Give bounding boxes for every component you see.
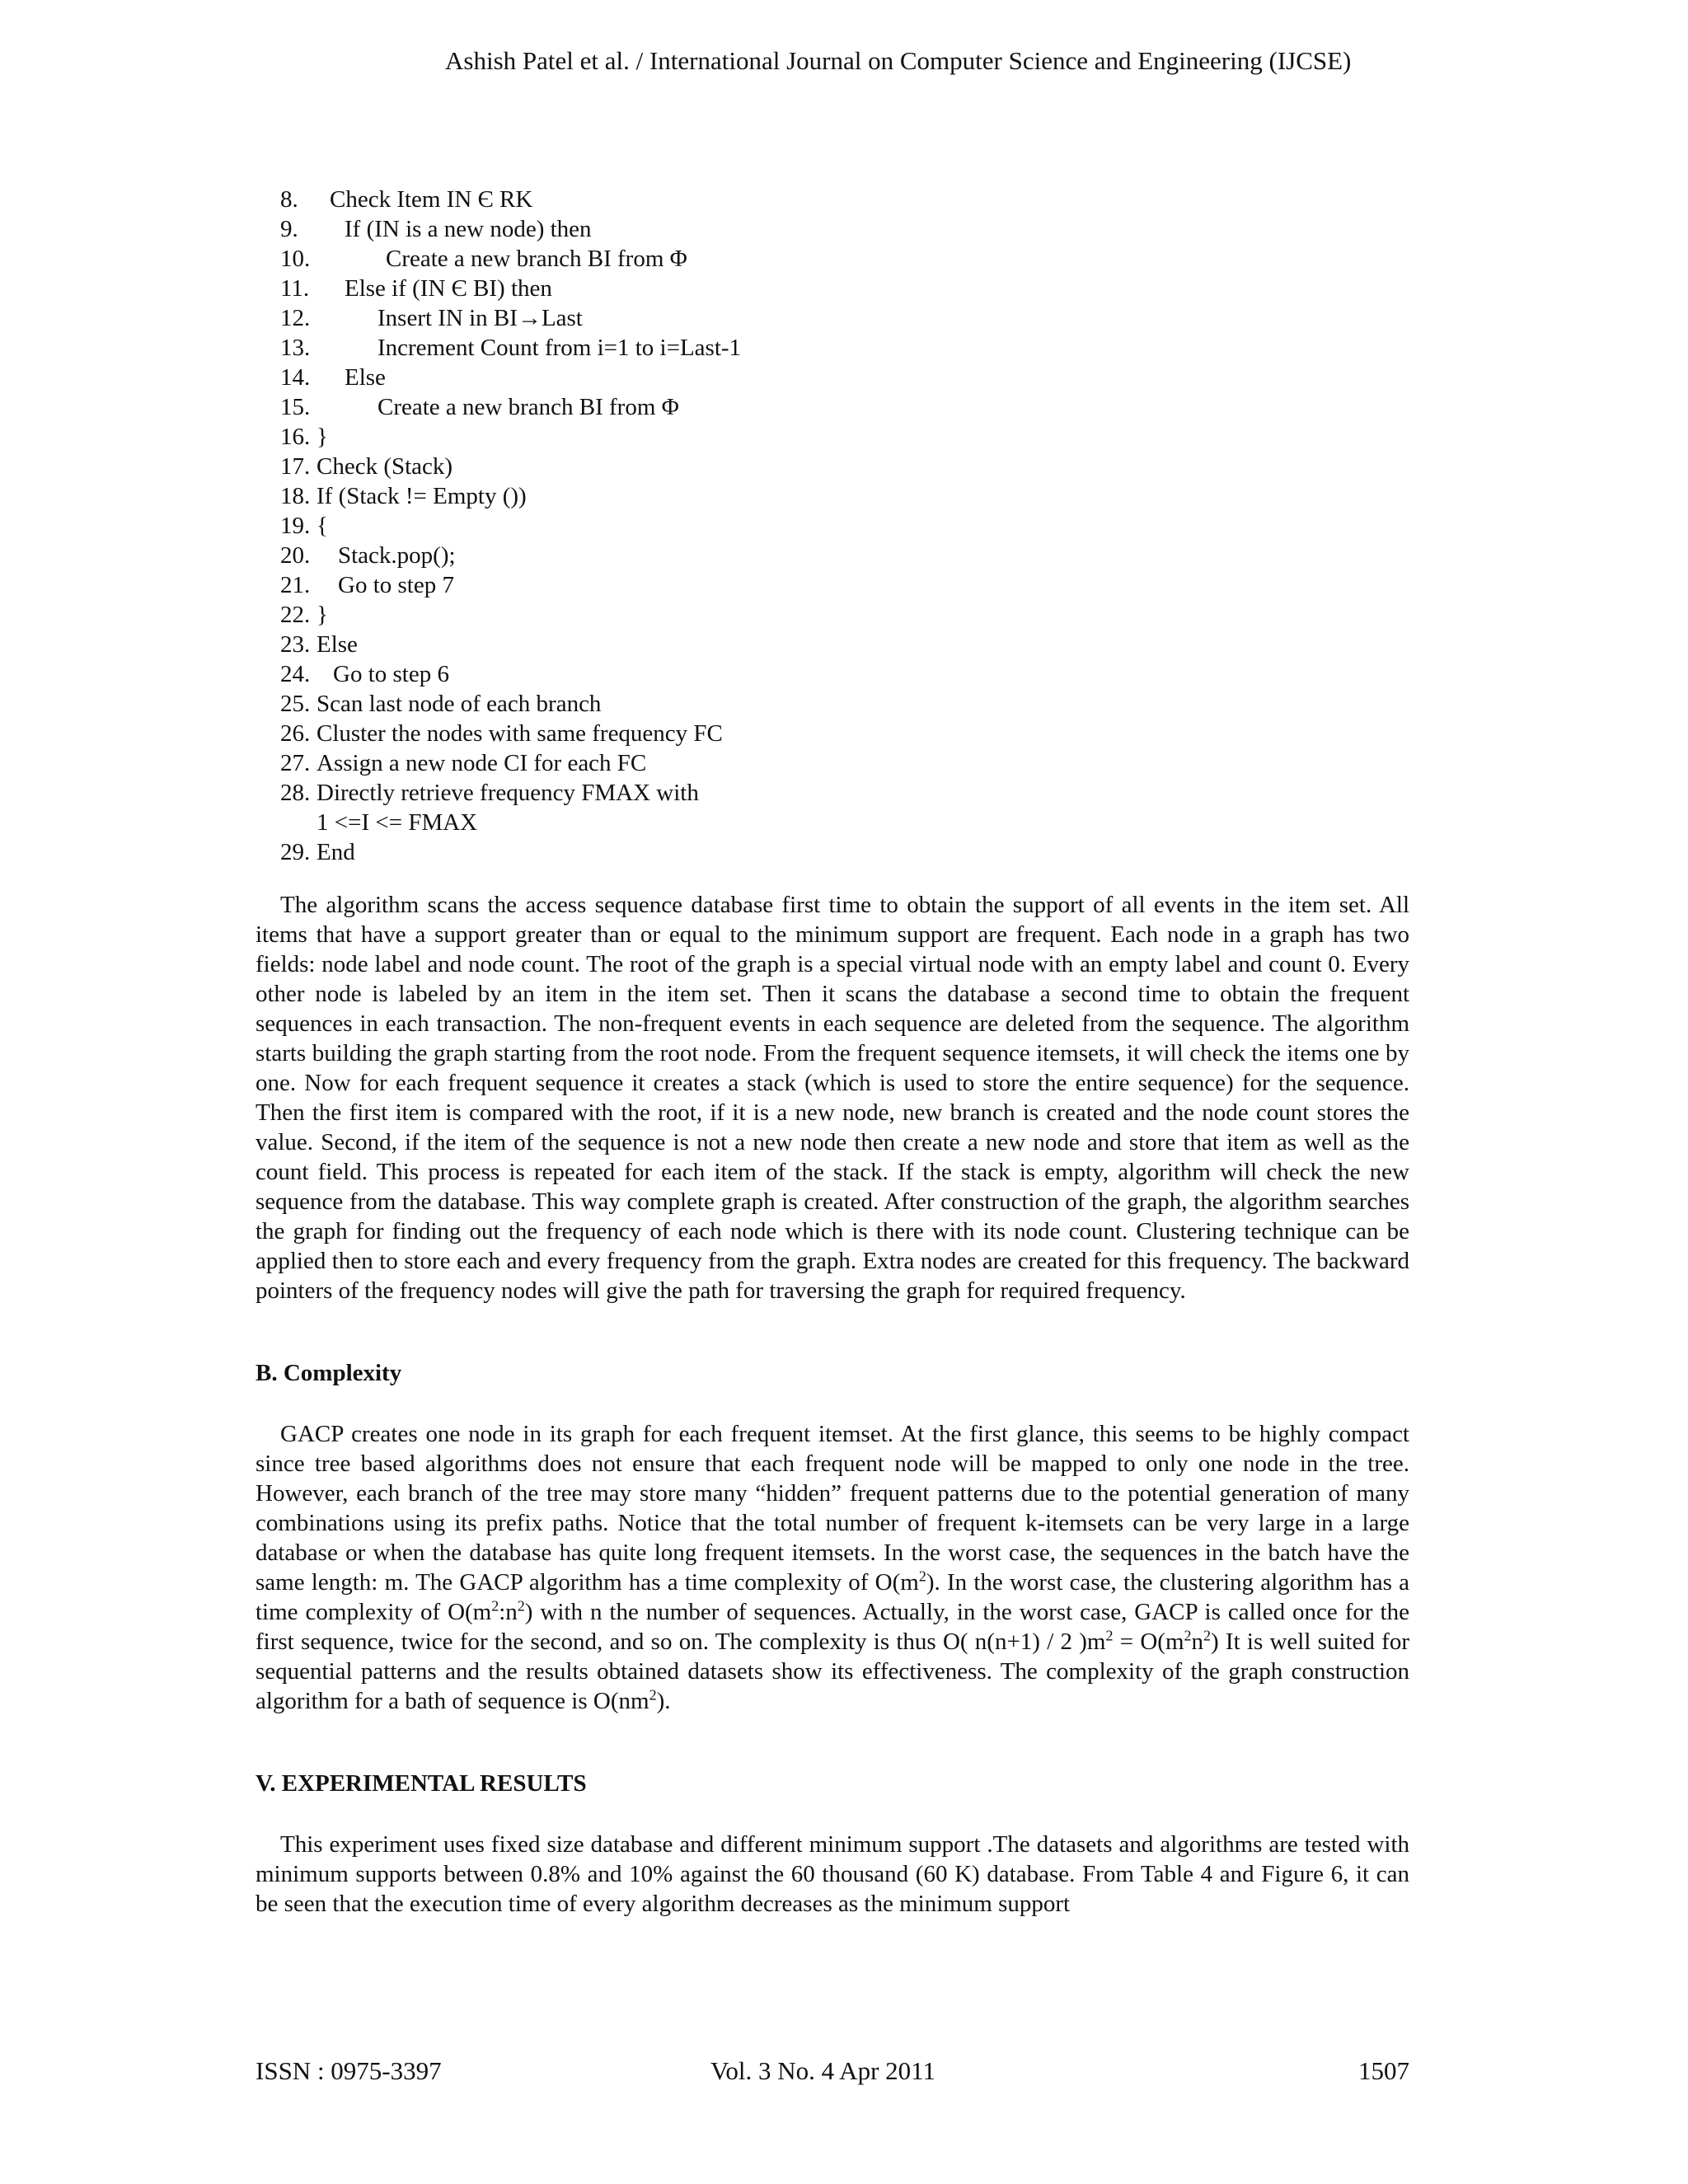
line-content: Increment Count from i=1 to i=Last-1	[377, 335, 742, 361]
line-content: }	[316, 424, 328, 450]
algorithm-line	[280, 452, 1022, 481]
algorithm-line	[280, 422, 1022, 452]
line-text	[386, 244, 687, 274]
line-number: 26.	[280, 720, 311, 747]
algorithm-line	[280, 748, 1022, 778]
line-number: 16.	[280, 424, 311, 450]
line-text	[333, 659, 449, 689]
line-text	[377, 333, 741, 363]
line-number: 10.	[280, 246, 311, 272]
line-number: 24.	[280, 661, 311, 687]
algorithm-line	[280, 392, 1022, 422]
line-content: Directly retrieve frequency FMAX with	[316, 780, 699, 806]
line-text	[316, 600, 328, 630]
line-number: 29.	[280, 839, 311, 865]
line-text	[316, 511, 328, 541]
algorithm-line	[280, 778, 1022, 808]
algorithm-listing	[280, 185, 1022, 867]
line-text	[316, 422, 328, 452]
line-content: Insert IN in BI	[377, 305, 518, 331]
line-content: Else if (IN Є BI) then	[345, 275, 552, 302]
line-text	[316, 452, 452, 481]
line-content: If (Stack != Empty ())	[316, 483, 527, 509]
line-number: 17.	[280, 453, 311, 480]
line-content: Go to step 6	[333, 661, 449, 687]
line-text	[316, 778, 699, 808]
line-number: 8.	[280, 186, 298, 213]
algorithm-line	[280, 185, 1022, 214]
line-number: 12.	[280, 305, 311, 331]
algorithm-line	[280, 570, 1022, 600]
line-number: 21.	[280, 572, 311, 598]
line-number: 19.	[280, 513, 311, 539]
line-text	[345, 363, 386, 392]
line-number: 20.	[280, 542, 311, 569]
line-content: Cluster the nodes with same frequency FC	[316, 720, 723, 747]
line-text	[316, 837, 355, 867]
algorithm-line	[280, 274, 1022, 303]
algorithm-line	[280, 837, 1022, 867]
algorithm-line	[280, 630, 1022, 659]
algorithm-line	[280, 303, 1022, 333]
algorithm-line	[280, 481, 1022, 511]
line-content: Else	[345, 364, 386, 391]
line-content: Scan last node of each branch	[316, 691, 602, 717]
line-content: Create a new branch BI from Φ	[377, 394, 679, 420]
line-text	[316, 481, 527, 511]
line-content: Stack.pop();	[338, 542, 456, 569]
algorithm-line	[280, 541, 1022, 570]
line-text	[316, 808, 477, 837]
section-heading-experimental-results: V. EXPERIMENTAL RESULTS	[256, 1770, 587, 1797]
line-text	[345, 214, 592, 244]
line-number: 18.	[280, 483, 311, 509]
algorithm-description	[256, 890, 1409, 1305]
line-number: 9.	[280, 216, 298, 242]
line-number: 13.	[280, 335, 311, 361]
algorithm-line	[280, 600, 1022, 630]
line-text	[345, 274, 552, 303]
paragraph: The algorithm scans the access sequence database first time to obtain the support of all events in the item set. All items that have a support greater than or equal to the minimum support are frequent. Each node in a graph has two fields: node label and node count. The root of the graph is a special virtual node with an empty label and count 0. Every other node is labeled by an item in the item set. Then it scans the database a second time to obtain the frequent sequences in each transaction. The non-frequent events in each sequence are deleted from the sequence. The algorithm starts building the graph starting from the root node. From the frequent sequence itemsets, it will check the items one by one. Now for each frequent sequence it creates a stack (which is used to store the entire sequence) for the sequence. Then the first item is compared with the root, if it is a new node, new branch is created and the node count stores the value. Second, if the item of the sequence is not a new node then create a new node and store that item as well as the count field. This process is repeated for each item of the stack. If the stack is empty, algorithm will check the new sequence from the database. This way complete graph is created. After construction of the graph, the algorithm searches the graph for finding out the frequency of each node which is there with its node count. Clustering technique can be applied then to store each and every frequency from the graph. Extra nodes are created for this frequency. The backward pointers of the frequency nodes will give the path for traversing the graph for required frequency.	[256, 892, 1409, 1304]
line-content: Else	[316, 631, 358, 658]
line-text	[330, 185, 532, 214]
line-text	[316, 630, 358, 659]
line-content: If (IN is a new node) then	[345, 216, 592, 242]
paragraph: GACP creates one node in its graph for each frequent itemset. At the first glance, this seems to be highly compact since tree based algorithms does not ensure that each frequent node will be mapped to only one node in the tree. However, each branch of the tree may store many “hidden” frequent patterns due to the potential generation of many combinations using its prefix paths. Notice that the total number of frequent k-itemsets can be very large in a large database or when the database has quite long frequent itemsets. In the worst case, the sequences in the batch have the same length: m. The GACP algorithm has a time complexity of $O(m^2)$. In the worst case, the clustering algorithm has a time complexity of $O(m^2:n^2)$ with n the number of sequences. Actually, in the worst case, GACP is called once for the first sequence, twice for the second, and so on. The complexity is thus O( n(n+1) / 2 )$m^2 = O(m^2n^2)$ It is well suited for sequential patterns and the results obtained datasets show its effectiveness. The complexity of the graph construction algorithm for a bath of sequence is $O(nm^2)$.	[256, 1421, 1409, 1714]
footer-page-number: 1507	[1358, 2056, 1409, 2085]
line-number: 23.	[280, 631, 311, 658]
line-number: 25.	[280, 691, 311, 717]
algorithm-line	[280, 214, 1022, 244]
running-head: Ashish Patel et al. / International Journal on Computer Science and Engineering (IJCSE)	[445, 46, 1352, 75]
line-content: Check (Stack)	[316, 453, 453, 480]
paragraph: This experiment uses fixed size database and different minimum support .The datasets and algorithms are tested with minimum supports between 0.8% and 10% against the 60 thousand (60 K) database. From Table 4 and Figure 6, it can be seen that the execution time of every algorithm decreases as the minimum support	[256, 1831, 1409, 1917]
line-content: {	[316, 513, 328, 539]
line-number: 11.	[280, 275, 310, 302]
experimental-results-text	[256, 1830, 1409, 1919]
line-text	[377, 303, 583, 333]
algorithm-line	[280, 333, 1022, 363]
footer-volume: Vol. 3 No. 4 Apr 2011	[710, 2056, 935, 2085]
right-arrow-icon: →	[517, 305, 542, 331]
algorithm-line	[280, 244, 1022, 274]
algorithm-line	[280, 511, 1022, 541]
line-text	[316, 748, 646, 778]
line-text	[338, 541, 456, 570]
line-content: }	[316, 602, 328, 628]
line-text	[316, 719, 723, 748]
algorithm-line	[280, 659, 1022, 689]
line-text	[316, 689, 601, 719]
algorithm-line	[280, 363, 1022, 392]
line-number: 14.	[280, 364, 311, 391]
line-text	[377, 392, 679, 422]
algorithm-line	[280, 808, 1022, 837]
line-content: Check Item IN Є RK	[330, 186, 533, 213]
line-number: 15.	[280, 394, 311, 420]
section-heading-complexity: B. Complexity	[256, 1360, 402, 1386]
line-content: Assign a new node CI for each FC	[316, 750, 647, 776]
line-text	[338, 570, 454, 600]
line-number: 28.	[280, 780, 311, 806]
line-content: Go to step 7	[338, 572, 454, 598]
line-content: Create a new branch BI from Φ	[386, 246, 687, 272]
line-number: 27.	[280, 750, 311, 776]
line-content-tail: Last	[541, 305, 583, 331]
line-number: 22.	[280, 602, 311, 628]
footer-issn: ISSN : 0975-3397	[256, 2056, 442, 2085]
line-content: 1 <=I <= FMAX	[316, 809, 478, 836]
line-content: End	[316, 839, 355, 865]
complexity-text	[256, 1419, 1409, 1716]
algorithm-line	[280, 719, 1022, 748]
algorithm-line	[280, 689, 1022, 719]
